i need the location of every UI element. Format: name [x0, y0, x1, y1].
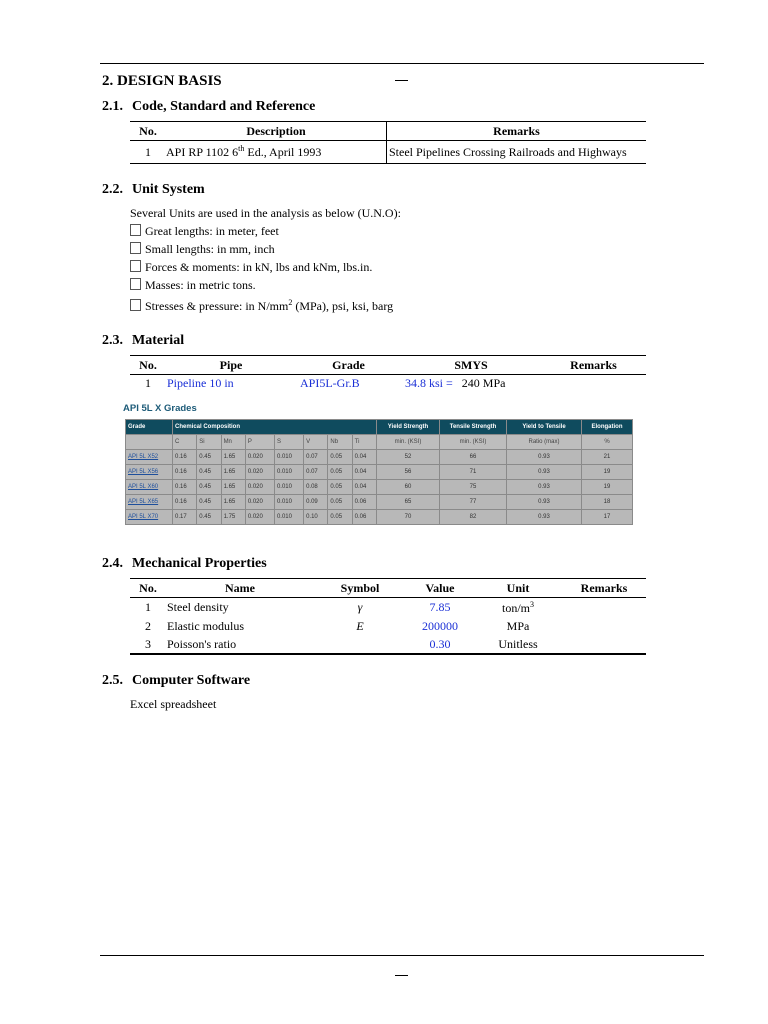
footer-dash	[395, 975, 408, 976]
api-col-grade: Grade	[126, 420, 173, 435]
section-title: 2. DESIGN BASIS	[102, 73, 222, 89]
col-unit: Unit	[506, 580, 530, 595]
col-remarks: Remarks	[580, 580, 628, 595]
checkbox-icon	[130, 260, 141, 272]
col-no: No.	[139, 580, 157, 595]
list-item: Great lengths: in meter, feet	[130, 222, 401, 240]
heading-2-2: 2.2. Unit System	[102, 182, 205, 197]
heading-2-1: 2.1. Code, Standard and Reference	[102, 99, 316, 114]
grade-link[interactable]: API 5L X56	[128, 469, 159, 475]
table-row: API 5L X65 0.16 0.45 1.65 0.020 0.010 0.09 0.05 0.06 65 77 0.93 18	[126, 495, 633, 510]
table-row: API 5L X56 0.16 0.45 1.65 0.020 0.010 0.07 0.05 0.04 56 71 0.93 19	[126, 465, 633, 480]
col-no: No.	[139, 123, 157, 138]
table-row: API 5L X60 0.16 0.45 1.65 0.020 0.010 0.08 0.05 0.04 60 75 0.93 19	[126, 480, 633, 495]
header-dash	[395, 80, 408, 81]
col-value: Value	[425, 580, 455, 595]
checkbox-icon	[130, 278, 141, 290]
api-table-title: API 5L X Grades	[123, 403, 197, 414]
row-remarks: Steel Pipelines Crossing Railroads and Highways	[387, 141, 647, 164]
api-col-tensile: Tensile Strength	[440, 420, 507, 435]
row-no: 1	[145, 144, 151, 159]
row-grade: API5L-Gr.B	[300, 376, 360, 391]
col-no: No.	[139, 357, 157, 372]
table-row: 2 Elastic modulus E 200000 MPa	[145, 619, 530, 633]
checkbox-icon	[130, 299, 141, 311]
heading-2-5: 2.5. Computer Software	[102, 673, 251, 688]
list-item: Forces & moments: in kN, lbs and kNm, lbs.in.	[130, 258, 401, 276]
list-item: Masses: in metric tons.	[130, 276, 401, 294]
heading-2-4: 2.4. Mechanical Properties	[102, 556, 267, 571]
material-table	[130, 355, 646, 393]
table-row: API 5L X70 0.17 0.45 1.75 0.020 0.010 0.10 0.05 0.06 70 82 0.93 17	[126, 510, 633, 525]
footer-rule	[100, 955, 704, 956]
grade-link[interactable]: API 5L X70	[128, 514, 159, 520]
list-item: Stresses & pressure: in $N/mm^2$ (MPa), psi, ksi, barg	[130, 294, 401, 312]
unit-intro: Several Units are used in the analysis as below (U.N.O):	[130, 206, 401, 220]
row-description: API RP 1102 6th Ed., April 1993	[166, 144, 322, 159]
checkbox-icon	[130, 242, 141, 254]
col-remarks: Remarks	[387, 122, 647, 141]
api-col-chem: Chemical Composition	[173, 420, 377, 435]
col-name: Name	[225, 580, 255, 595]
col-grade: Grade	[332, 357, 365, 372]
software-text: Excel spreadsheet	[130, 697, 217, 711]
api-col-ratio: Yield to Tensile	[507, 420, 582, 435]
header-rule	[100, 63, 704, 64]
code-table	[130, 121, 646, 164]
checkbox-icon	[130, 224, 141, 236]
api-grades-table: Grade Chemical Composition Yield Strength Tensile Strength Yield to Tensile Elongation C Si Mn P S V Nb Ti min. (KSI) min. (KSI) Ratio (max) % API 5L X52 0.16 0.45 1.65 0.020 0.010 0.07 0.05 0.04 52 66 0.93 21 API 5L X56 0.16 0.45 1.65 0.020 0.010 0.07 0.05 0.04 56 71 0.93 19 API 5L X60 0.16 0.45 1.65 0.020 0.010 0.08 0.05 0.04 60 75 0.93 19 API 5L X65 0.16 0.45 1.65 0.020 0.010 0.09 0.05 0.06 65 77 0.93 18 API 5L X70 0.17 0.45 1.75 0.020 0.010 0.10 0.05 0.06 70 82 0.93 17	[125, 419, 633, 525]
grade-link[interactable]: API 5L X65	[128, 499, 159, 505]
grade-link[interactable]: API 5L X60	[128, 484, 159, 490]
col-symbol: Symbol	[340, 580, 380, 595]
row-no: 1	[145, 376, 151, 391]
row-smys: 34.8 ksi = 240 MPa	[405, 376, 506, 391]
col-pipe: Pipe	[219, 357, 243, 372]
table-row: 1 Steel density γ 7.85 ton/$m^3$	[145, 599, 534, 615]
row-pipe: Pipeline 10 in	[167, 376, 234, 391]
unit-list	[130, 204, 401, 312]
api-col-elong: Elongation	[582, 420, 633, 435]
table-row: 3 Poisson's ratio 0.30 Unitless	[130, 636, 646, 654]
grade-link[interactable]: API 5L X52	[128, 454, 159, 460]
api-col-yield: Yield Strength	[377, 420, 440, 435]
list-item: Small lengths: in mm, inch	[130, 240, 401, 258]
table-row: API 5L X52 0.16 0.45 1.65 0.020 0.010 0.07 0.05 0.04 52 66 0.93 21	[126, 450, 633, 465]
col-smys: SMYS	[454, 357, 488, 372]
mechanical-table	[130, 578, 646, 655]
col-remarks: Remarks	[570, 357, 617, 372]
col-description: Description	[246, 123, 306, 138]
row-remarks	[541, 375, 646, 393]
heading-2-3: 2.3. Material	[102, 333, 185, 348]
